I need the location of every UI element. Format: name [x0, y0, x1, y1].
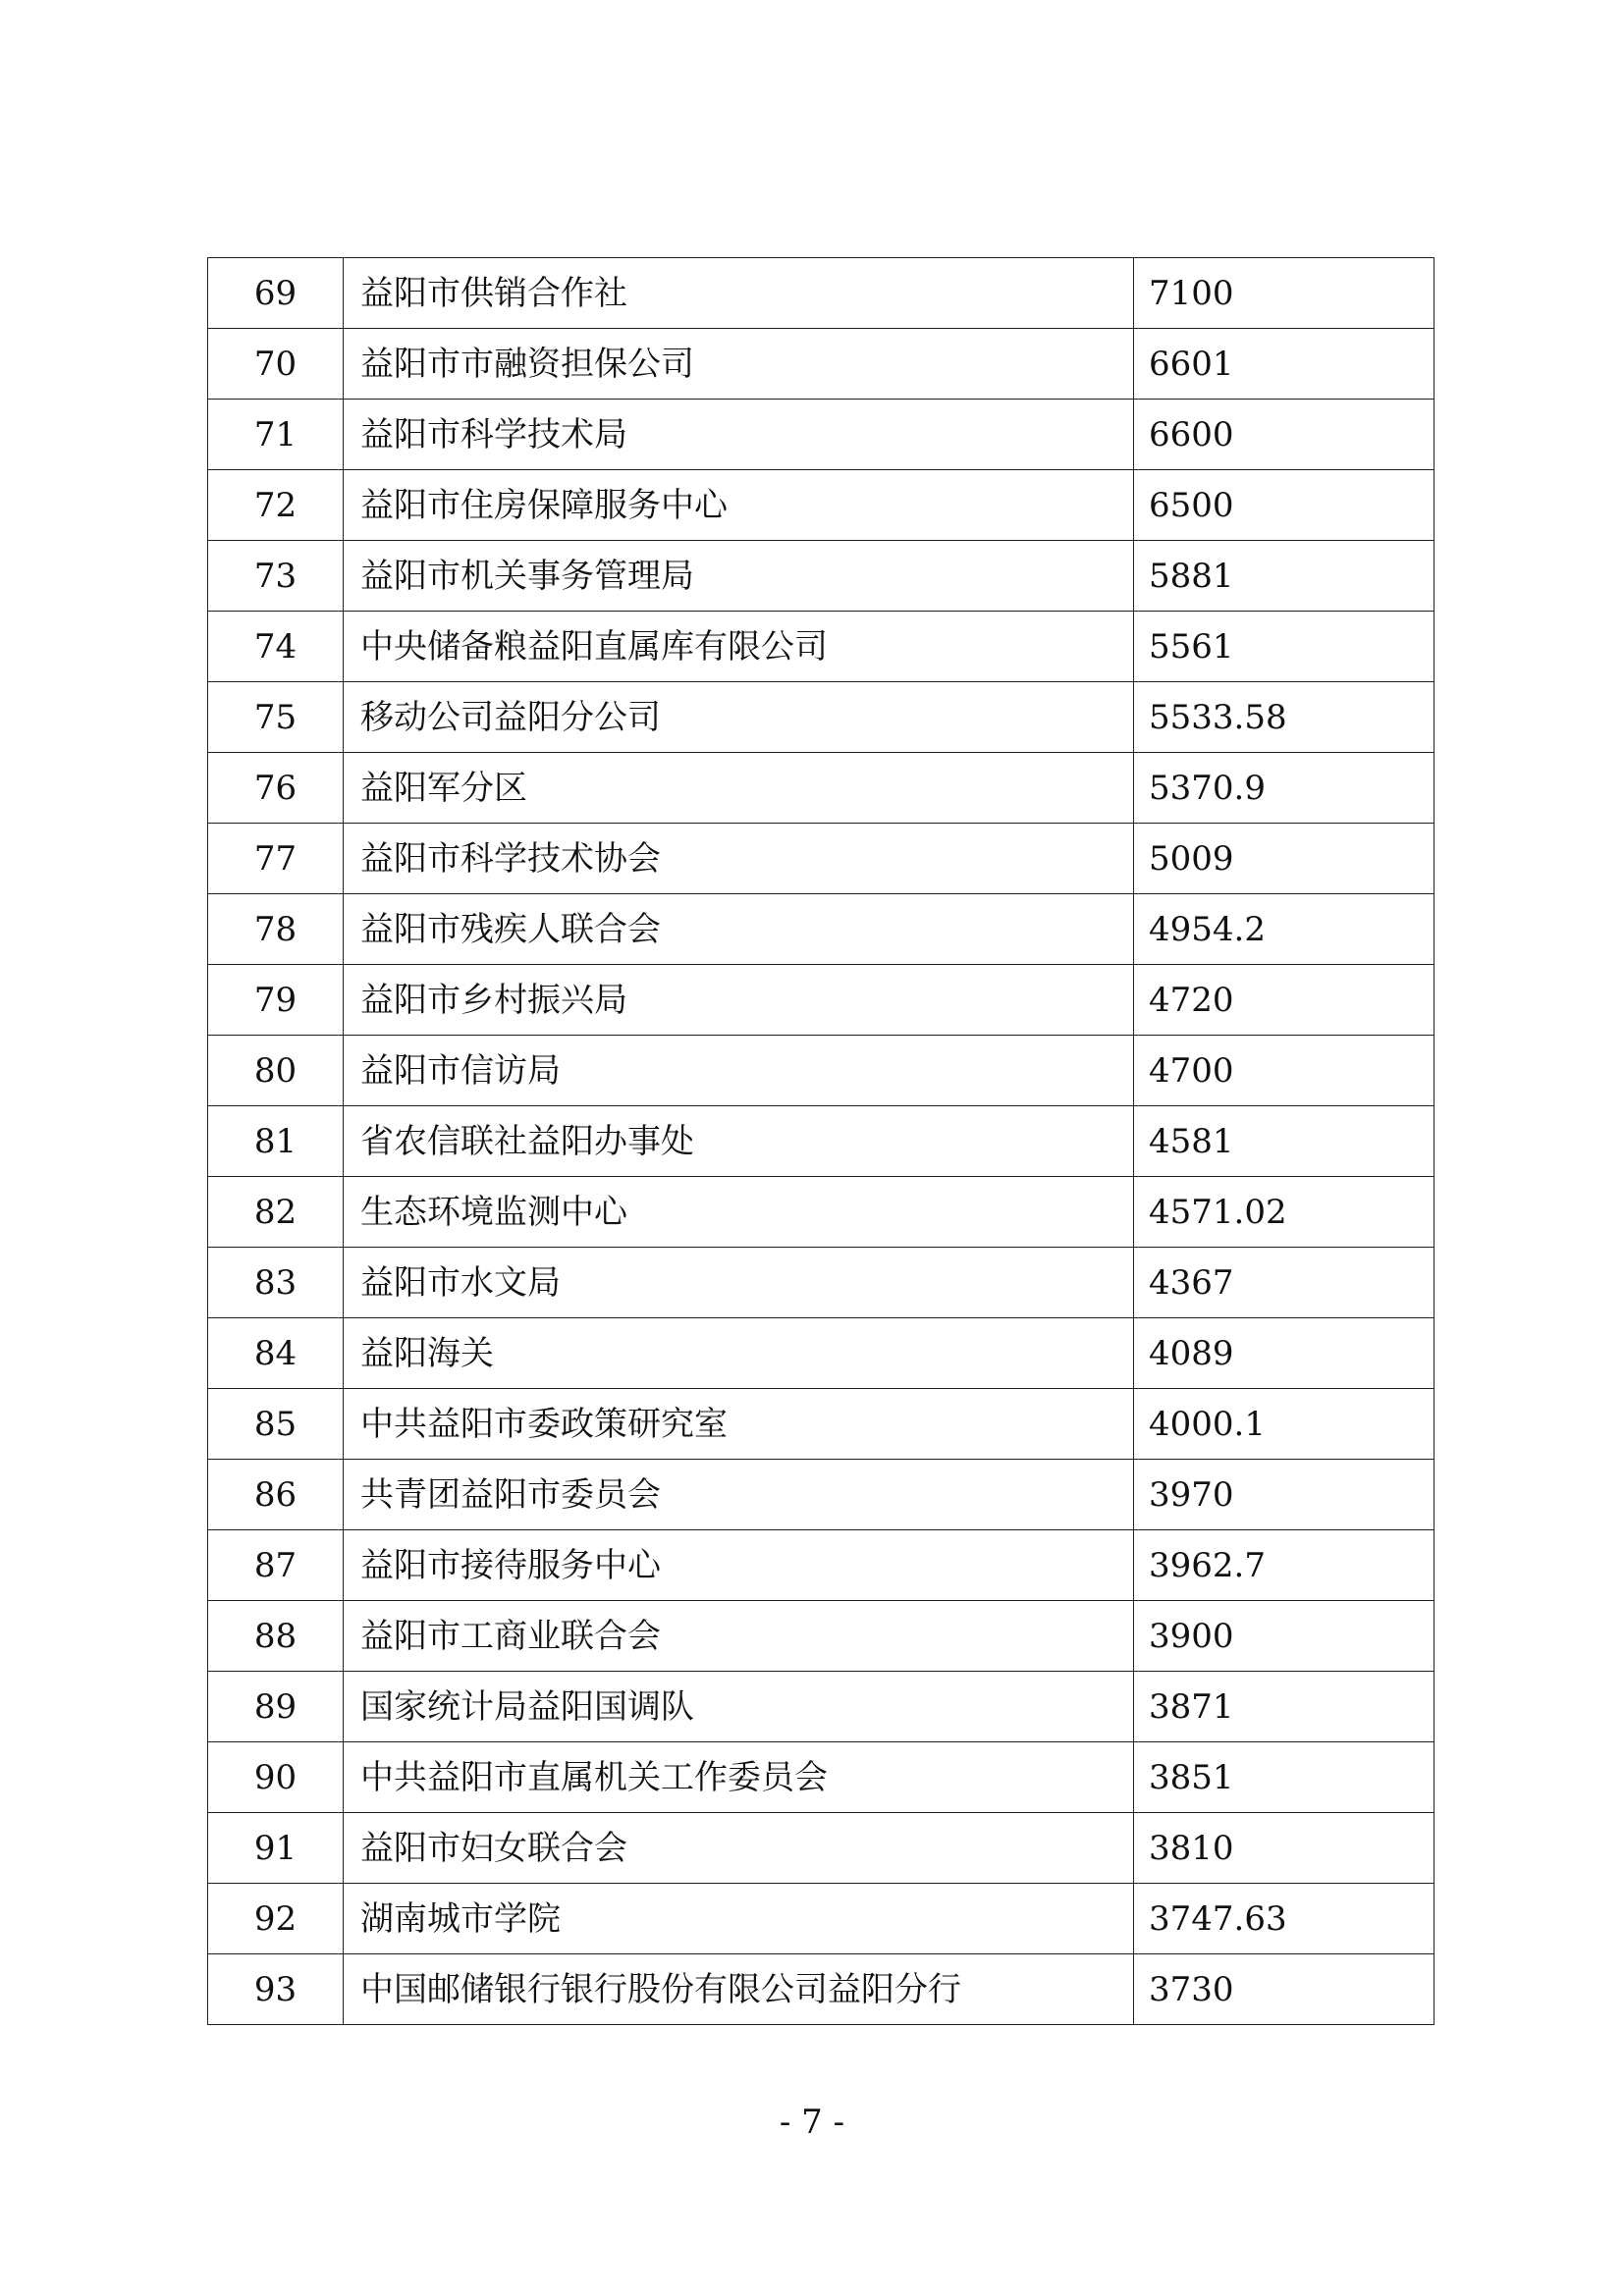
- row-number: 83: [208, 1248, 344, 1318]
- amount-value: 5533.58: [1134, 682, 1435, 753]
- unit-name: 生态环境监测中心: [344, 1177, 1134, 1248]
- unit-name: 共青团益阳市委员会: [344, 1460, 1134, 1530]
- unit-name: 益阳市市融资担保公司: [344, 329, 1134, 400]
- unit-name: 中央储备粮益阳直属库有限公司: [344, 612, 1134, 682]
- table-row: [208, 612, 1435, 682]
- row-number: 87: [208, 1530, 344, 1601]
- table-row: [208, 541, 1435, 612]
- table-row: [208, 753, 1435, 824]
- table-row: [208, 1248, 1435, 1318]
- row-number: 80: [208, 1036, 344, 1106]
- amount-value: 4954.2: [1134, 894, 1435, 965]
- table-row: [208, 1884, 1435, 1954]
- amount-value: 7100: [1134, 258, 1435, 329]
- table-row: [208, 1813, 1435, 1884]
- amount-value: 3970: [1134, 1460, 1435, 1530]
- row-number: 77: [208, 824, 344, 894]
- amount-value: 3900: [1134, 1601, 1435, 1672]
- row-number: 78: [208, 894, 344, 965]
- amount-value: 3730: [1134, 1954, 1435, 2025]
- table-row: [208, 400, 1435, 470]
- table-row: [208, 1177, 1435, 1248]
- amount-value: 4700: [1134, 1036, 1435, 1106]
- table-row: [208, 1672, 1435, 1742]
- row-number: 85: [208, 1389, 344, 1460]
- table-body: [208, 258, 1435, 2025]
- amount-value: 3871: [1134, 1672, 1435, 1742]
- row-number: 92: [208, 1884, 344, 1954]
- amount-value: 4367: [1134, 1248, 1435, 1318]
- row-number: 76: [208, 753, 344, 824]
- unit-name: 益阳市住房保障服务中心: [344, 470, 1134, 541]
- unit-name: 益阳市信访局: [344, 1036, 1134, 1106]
- row-number: 91: [208, 1813, 344, 1884]
- amount-value: 5370.9: [1134, 753, 1435, 824]
- unit-name: 中国邮储银行银行股份有限公司益阳分行: [344, 1954, 1134, 2025]
- table-row: [208, 470, 1435, 541]
- row-number: 88: [208, 1601, 344, 1672]
- table-row: [208, 1318, 1435, 1389]
- table-row: [208, 1601, 1435, 1672]
- data-table: [207, 257, 1435, 2025]
- amount-value: 4089: [1134, 1318, 1435, 1389]
- row-number: 69: [208, 258, 344, 329]
- table-row: [208, 965, 1435, 1036]
- unit-name: 中共益阳市直属机关工作委员会: [344, 1742, 1134, 1813]
- row-number: 84: [208, 1318, 344, 1389]
- amount-value: 3747.63: [1134, 1884, 1435, 1954]
- amount-value: 6600: [1134, 400, 1435, 470]
- unit-name: 省农信联社益阳办事处: [344, 1106, 1134, 1177]
- page-number: - 7 -: [779, 2103, 845, 2142]
- table-row: [208, 824, 1435, 894]
- unit-name: 益阳市接待服务中心: [344, 1530, 1134, 1601]
- table-row: [208, 1954, 1435, 2025]
- row-number: 90: [208, 1742, 344, 1813]
- unit-name: 湖南城市学院: [344, 1884, 1134, 1954]
- unit-name: 益阳市妇女联合会: [344, 1813, 1134, 1884]
- row-number: 81: [208, 1106, 344, 1177]
- table-row: [208, 258, 1435, 329]
- unit-name: 益阳市工商业联合会: [344, 1601, 1134, 1672]
- unit-name: 益阳海关: [344, 1318, 1134, 1389]
- unit-name: 益阳市科学技术局: [344, 400, 1134, 470]
- amount-value: 3810: [1134, 1813, 1435, 1884]
- unit-name: 益阳市科学技术协会: [344, 824, 1134, 894]
- amount-value: 6601: [1134, 329, 1435, 400]
- row-number: 72: [208, 470, 344, 541]
- unit-name: 国家统计局益阳国调队: [344, 1672, 1134, 1742]
- row-number: 89: [208, 1672, 344, 1742]
- amount-value: 4571.02: [1134, 1177, 1435, 1248]
- amount-value: 5881: [1134, 541, 1435, 612]
- row-number: 74: [208, 612, 344, 682]
- amount-value: 4581: [1134, 1106, 1435, 1177]
- table-row: [208, 682, 1435, 753]
- unit-name: 益阳军分区: [344, 753, 1134, 824]
- row-number: 86: [208, 1460, 344, 1530]
- unit-name: 益阳市供销合作社: [344, 258, 1134, 329]
- unit-name: 益阳市水文局: [344, 1248, 1134, 1318]
- unit-name: 益阳市机关事务管理局: [344, 541, 1134, 612]
- unit-name: 移动公司益阳分公司: [344, 682, 1134, 753]
- row-number: 70: [208, 329, 344, 400]
- row-number: 75: [208, 682, 344, 753]
- table-row: [208, 1036, 1435, 1106]
- amount-value: 3962.7: [1134, 1530, 1435, 1601]
- table-row: [208, 1460, 1435, 1530]
- table-row: [208, 329, 1435, 400]
- table-row: [208, 1742, 1435, 1813]
- row-number: 82: [208, 1177, 344, 1248]
- row-number: 79: [208, 965, 344, 1036]
- amount-value: 4000.1: [1134, 1389, 1435, 1460]
- table-row: [208, 1106, 1435, 1177]
- amount-value: 6500: [1134, 470, 1435, 541]
- row-number: 71: [208, 400, 344, 470]
- row-number: 93: [208, 1954, 344, 2025]
- amount-value: 5561: [1134, 612, 1435, 682]
- amount-value: 5009: [1134, 824, 1435, 894]
- unit-name: 益阳市乡村振兴局: [344, 965, 1134, 1036]
- table-row: [208, 1530, 1435, 1601]
- amount-value: 3851: [1134, 1742, 1435, 1813]
- unit-name: 益阳市残疾人联合会: [344, 894, 1134, 965]
- row-number: 73: [208, 541, 344, 612]
- unit-name: 中共益阳市委政策研究室: [344, 1389, 1134, 1460]
- amount-value: 4720: [1134, 965, 1435, 1036]
- table-row: [208, 1389, 1435, 1460]
- table-row: [208, 894, 1435, 965]
